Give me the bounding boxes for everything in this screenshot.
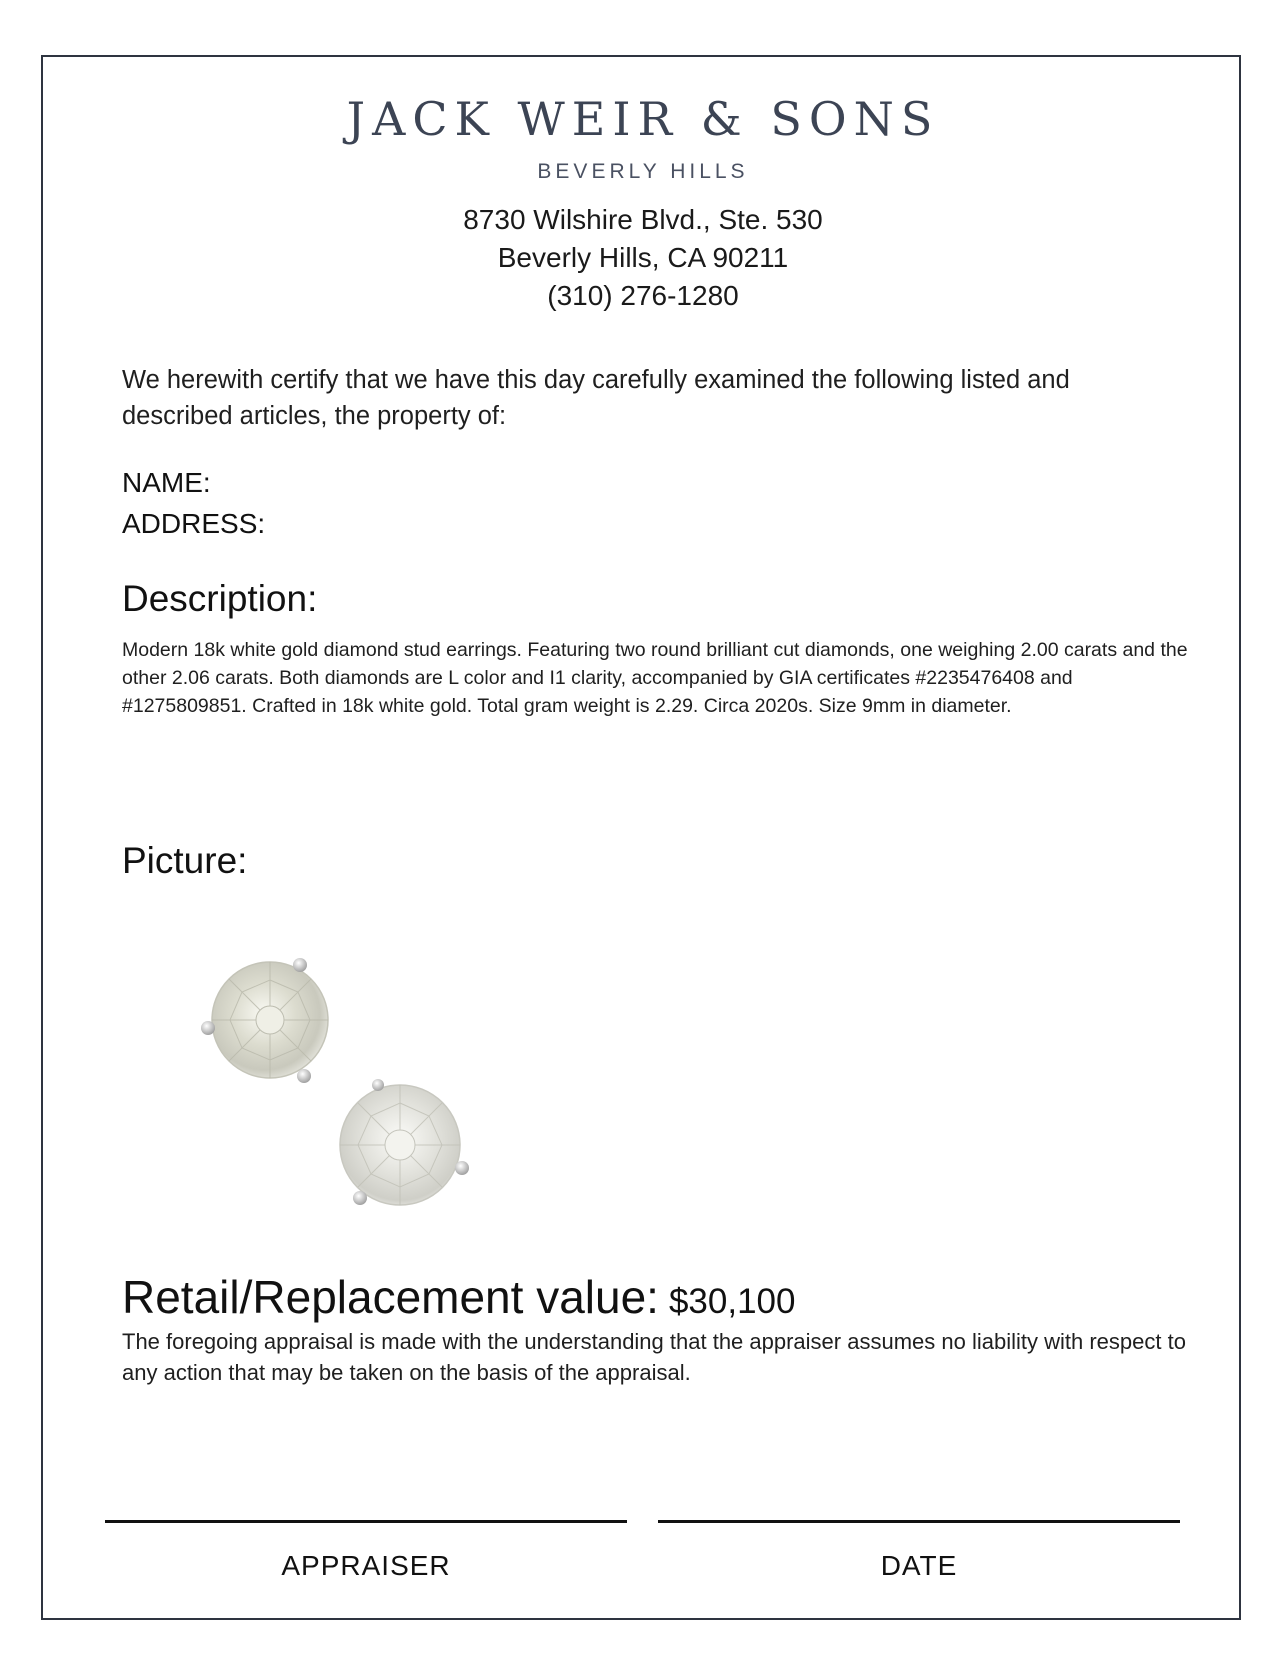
- owner-address-label: ADDRESS:: [122, 508, 266, 539]
- store-address-line2: Beverly Hills, CA 90211: [497, 242, 789, 273]
- appraisal-disclaimer: The foregoing appraisal is made with the understanding that the appraiser assumes no liability with respect to any action that may be taken on the basis of the appraisal.: [122, 1329, 1186, 1385]
- store-phone: (310) 276-1280: [547, 280, 739, 311]
- store-address-line1: 8730 Wilshire Blvd., Ste. 530: [463, 204, 823, 235]
- certification-intro: We herewith certify that we have this day carefully examined the following listed and described articles, the property of:: [122, 366, 1070, 430]
- picture-title: Picture:: [122, 840, 248, 881]
- valuation-amount: $30,100: [668, 1282, 796, 1321]
- diamond-stud-earrings-icon: [200, 950, 500, 1230]
- valuation-label: Retail/Replacement value:: [122, 1271, 659, 1323]
- date-label: DATE: [880, 1550, 958, 1581]
- brand-logo: JACK WEIR & SONS: [346, 92, 940, 146]
- appraiser-label: APPRAISER: [281, 1550, 451, 1581]
- description-text: Modern 18k white gold diamond stud earrings. Featuring two round brilliant cut diamonds, one weighing 2.00 carats and the other 2.06 carats. Both diamonds are L color and I1 clarity, accompanied by GIA certificates #2235476408 and #1275809851. Crafted in 18k white gold. Total gram weight is 2.29. Circa 2020s. Size 9mm in diameter.: [122, 639, 1188, 717]
- owner-name-label: NAME:: [122, 467, 211, 498]
- description-title: Description:: [122, 578, 318, 619]
- brand-city: BEVERLY HILLS: [537, 160, 749, 183]
- appraiser-signature-line: [105, 1520, 627, 1523]
- date-signature-line: [658, 1520, 1180, 1523]
- valuation-line: [122, 1270, 795, 1324]
